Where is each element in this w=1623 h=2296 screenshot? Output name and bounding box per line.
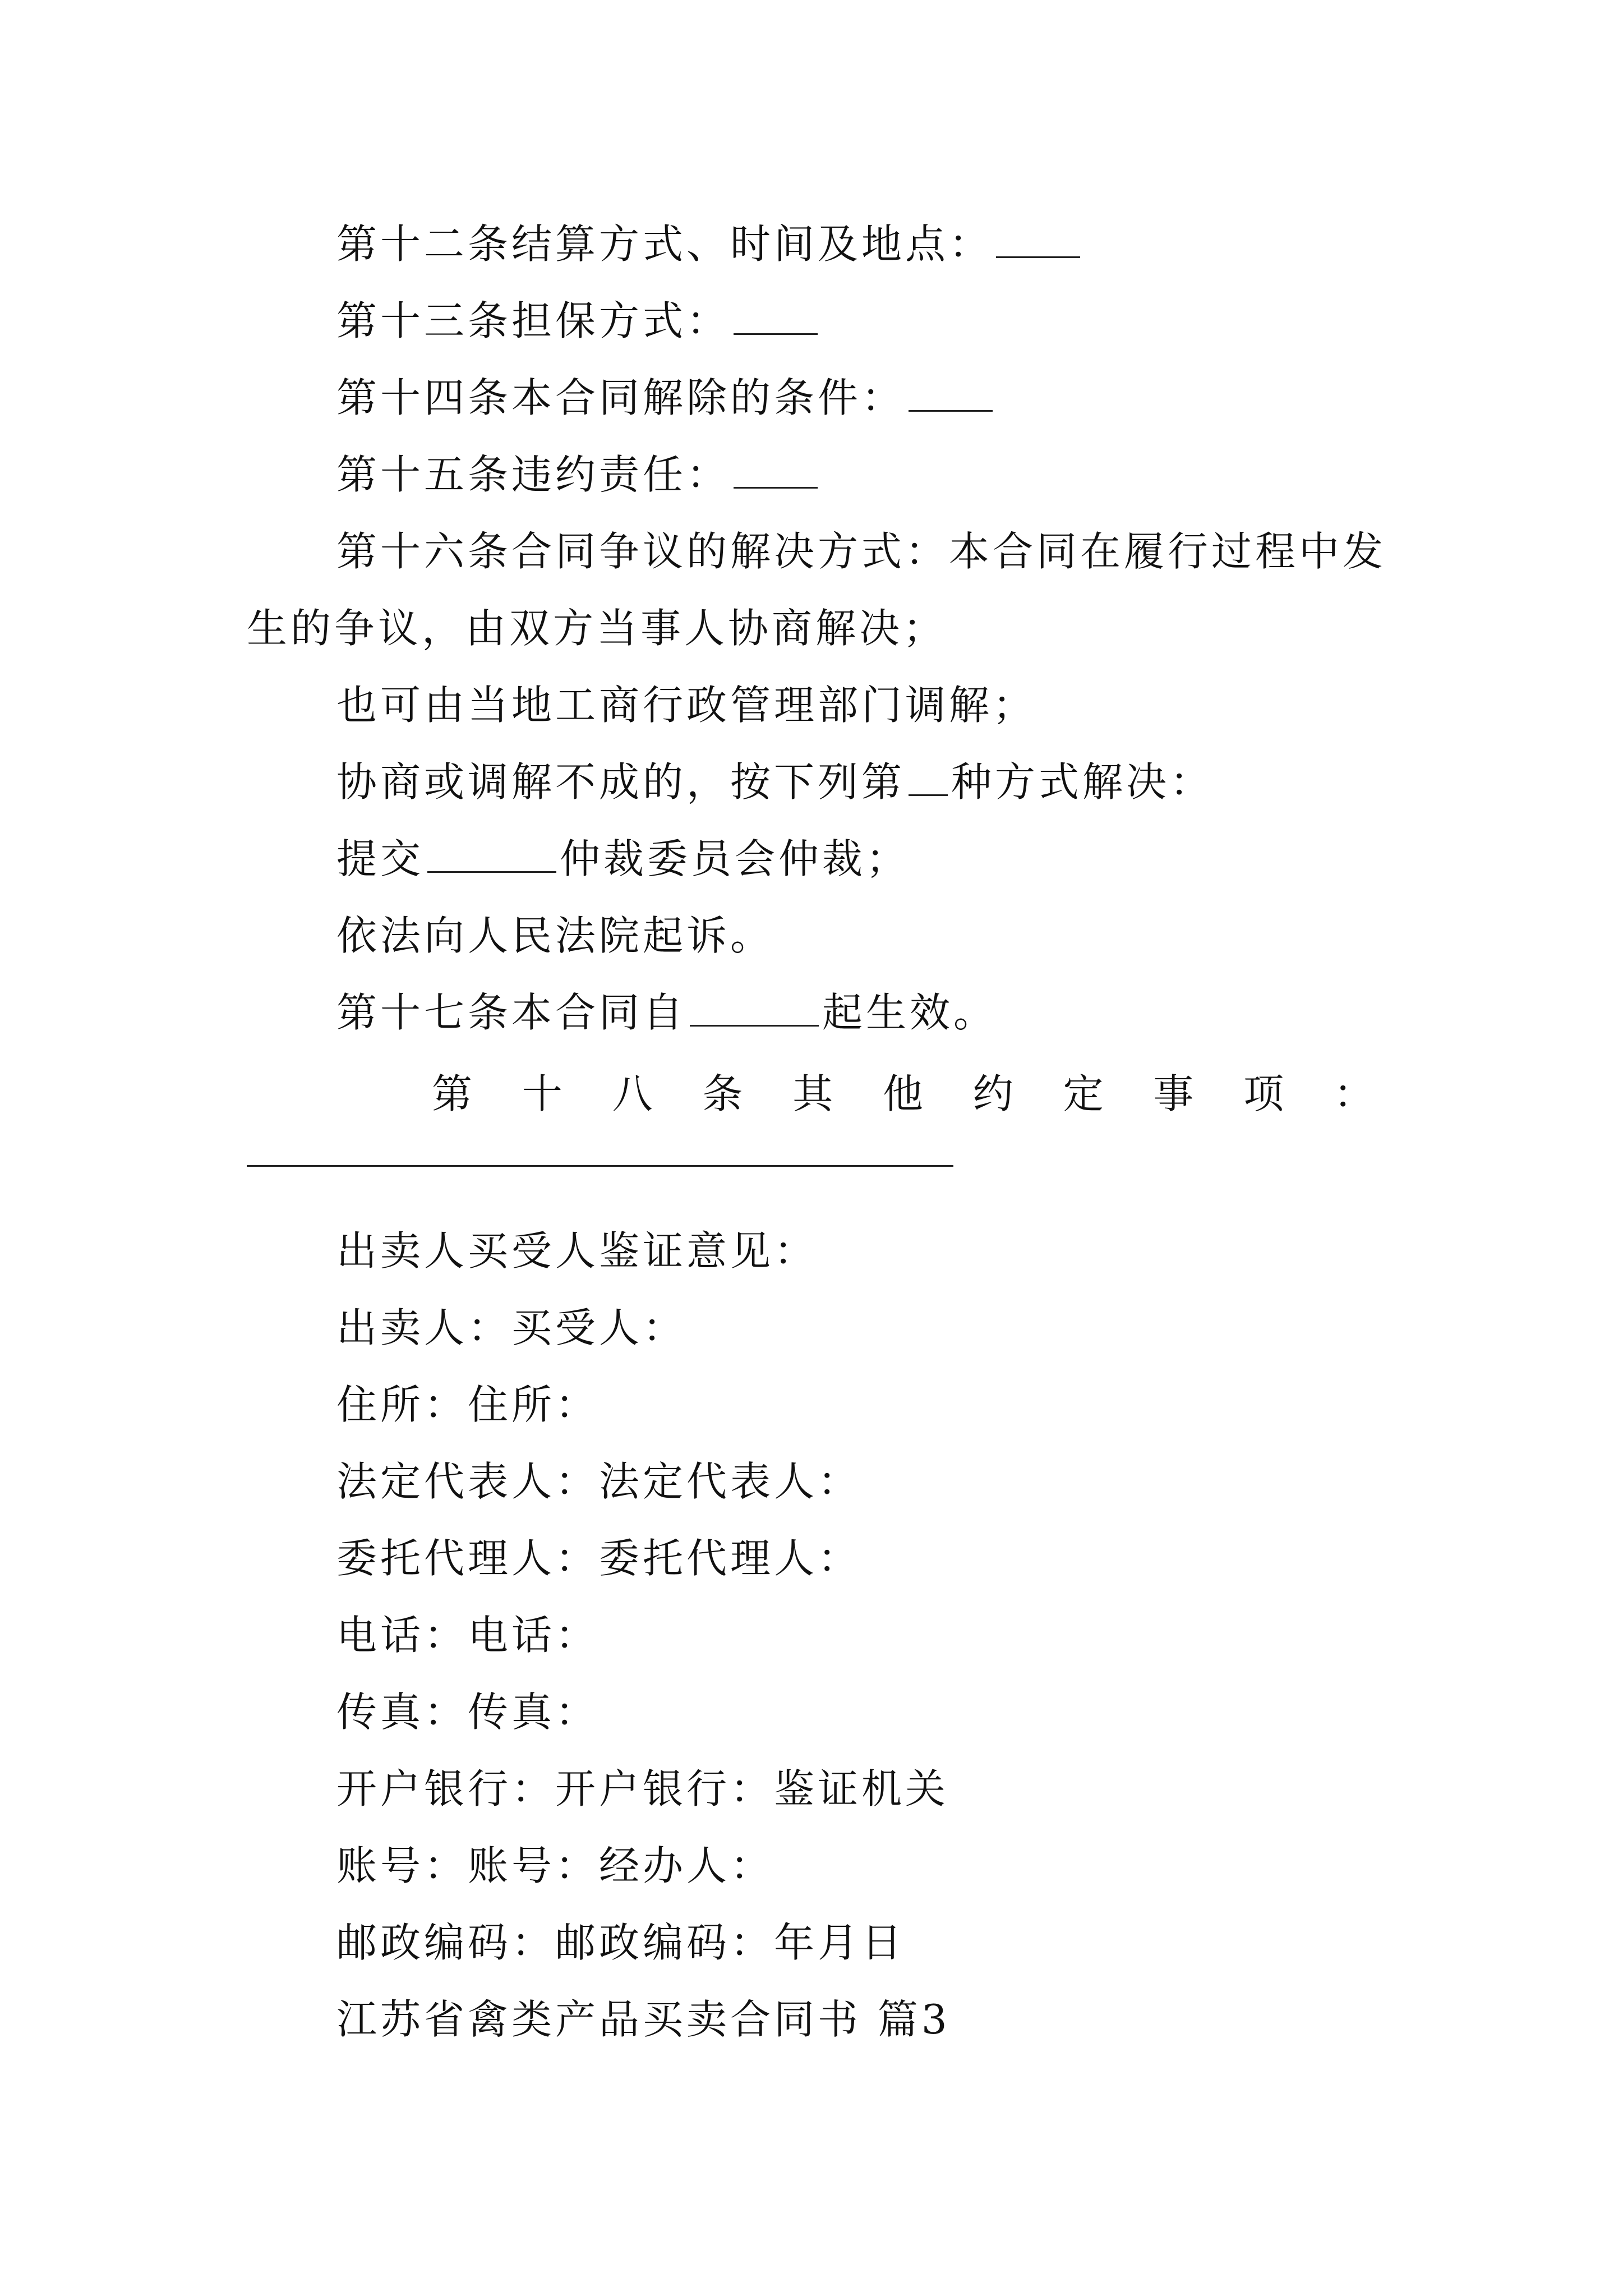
signature-text-10: 邮政编码：邮政编码：年月日 [336,1919,906,1966]
signature-text-6: 电话：电话： [336,1612,600,1659]
clause-16-line-1 [336,523,1386,579]
clause-15 [336,447,821,503]
fill-blank [427,836,556,873]
clause-16-line-4 [336,754,1214,810]
clause-13-text: 第十三条担保方式： [336,297,731,344]
clause-18 [432,1066,1374,1122]
signature-line-2 [336,1300,686,1356]
signature-line-6 [336,1607,599,1663]
clause-13 [336,293,821,349]
clause-17 [336,984,997,1041]
signature-text-8: 开户银行：开户银行：鉴证机关 [336,1765,949,1812]
clause-18-char: 第 [432,1070,473,1117]
signature-text-1: 出卖人买受人鉴证意见： [336,1227,818,1274]
signature-line-10 [336,1915,905,1971]
clause-18-blank-rule [247,1165,953,1167]
clause-16-text-6: 依法向人民法院起诉。 [336,912,774,959]
signature-line-1 [336,1223,818,1279]
signature-text-2: 出卖人：买受人： [336,1304,687,1351]
signature-line-3 [336,1377,599,1433]
clause-16-text-4b: 种方式解决： [951,758,1214,806]
clause-16-line-3 [336,677,1036,733]
clause-12-text: 第十二条结算方式、时间及地点： [336,220,993,268]
fill-blank [734,298,818,335]
next-section-title-text: 江苏省禽类产品买卖合同书 篇3 [336,1996,951,2043]
next-section-title [336,1991,951,2047]
clause-16-text-5b: 仲裁委员会仲裁； [560,835,910,882]
clause-18-char: 项 [1243,1070,1284,1117]
clause-18-char: 条 [702,1070,743,1117]
signature-text-4: 法定代表人：法定代表人： [336,1458,862,1505]
clause-18-char: 他 [882,1070,923,1117]
signature-text-5: 委托代理人：委托代理人： [336,1535,862,1582]
clause-17-text-a: 第十七条本合同自 [336,989,687,1036]
fill-blank [690,990,819,1027]
clause-16-text-3: 也可由当地工商行政管理部门调解； [336,682,1037,729]
clause-18-char: 约 [972,1070,1013,1117]
signature-text-7: 传真：传真： [336,1688,600,1736]
clause-14 [336,370,996,426]
signature-line-8 [336,1761,949,1817]
clause-16-line-6 [336,908,774,964]
clause-16-text-1: 第十六条合同争议的解决方式：本合同在履行过程中发 [336,528,1387,575]
signature-line-7 [336,1684,599,1740]
clause-16-line-5 [336,831,910,887]
signature-line-5 [336,1530,861,1586]
signature-line-9 [336,1838,774,1894]
clause-16-text-5a: 提交 [336,835,425,882]
clause-18-char: 其 [792,1070,833,1117]
clause-16-text-4a: 协商或调解不成的，按下列第 [336,758,906,806]
fill-blank [996,222,1080,258]
signature-text-3: 住所：住所： [336,1381,600,1428]
fill-blank [909,760,948,796]
clause-18-char: 定 [1063,1070,1104,1117]
clause-17-text-b: 起生效。 [822,989,998,1036]
clause-18-char: ： [1333,1070,1374,1117]
clause-16-line-2 [247,600,947,656]
signature-text-9: 账号：账号：经办人： [336,1842,774,1889]
clause-18-char: 八 [612,1070,653,1117]
clause-12 [336,216,1083,272]
clause-15-text: 第十五条违约责任： [336,451,731,498]
signature-line-4 [336,1453,861,1510]
fill-blank [909,375,993,412]
clause-18-char: 十 [522,1070,562,1117]
clause-16-text-2: 生的争议，由双方当事人协商解决； [247,605,947,652]
fill-blank [734,452,818,489]
clause-18-char: 事 [1153,1070,1194,1117]
clause-14-text: 第十四条本合同解除的条件： [336,374,906,421]
